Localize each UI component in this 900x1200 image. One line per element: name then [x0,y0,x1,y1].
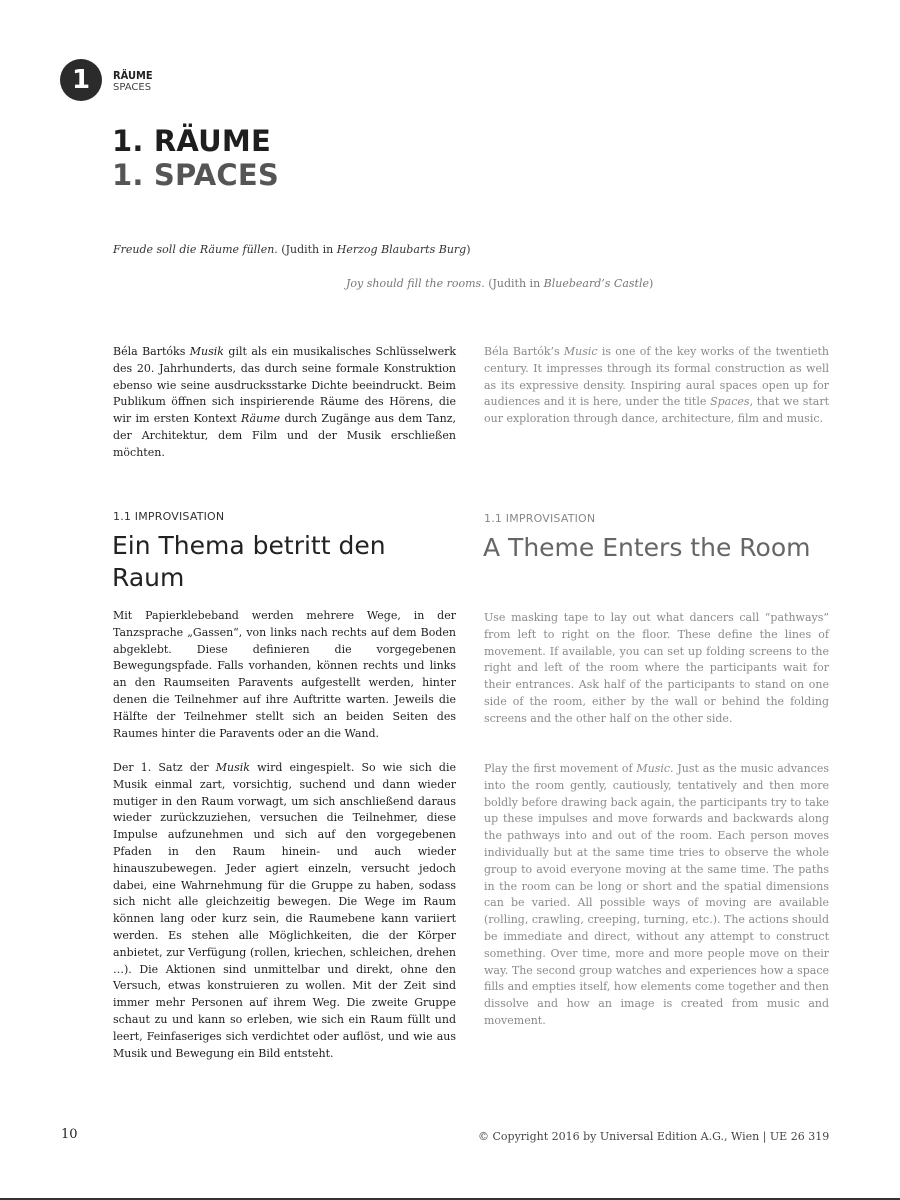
epigraph-quote-de: Freude soll die Räume füllen. [113,243,278,256]
body-paragraph-2-de [113,760,456,1062]
page-title-en: 1. SPACES [112,158,279,192]
intro-en-part: Béla Bartók’s [484,345,564,358]
intro-de-part: durch Zugänge aus dem Tanz, der Architektur, dem Film und der Musik erschließen möchten. [113,412,456,459]
epigraph-prefix-de: (Judith in [277,243,337,256]
body-paragraph-2-en [484,761,829,1030]
epigraph-en [346,277,653,291]
section-label-en: SPACES [113,82,152,93]
intro-en-part: , that we start our exploration through dance, architecture, film and music. [484,395,830,426]
section-label-de: RÄUME [113,69,153,82]
intro-en-context-title: Spaces [710,395,750,409]
page-number: 10 [61,1127,78,1142]
intro-de-part: Béla Bartóks [113,345,190,358]
epigraph-de [113,243,471,257]
body-2-en-part: . Just as the music advances into the room gently, cautiously, tentatively and then more boldly before drawing back again, the participants try to take up these impulses and move forwards and backwards along the pathways into and out of the room. Each person moves individually but at the same time tries to observe the whole group to avoid everyone moving at the same time. The paths in the room can be long or short and the spatial dimensions can be varied. All possible ways of moving are available (rolling, crawling, creeping, turning, etc.). The actions should be immediate and direct, without any attempt to construct something. Over time, more and more people move on their way. The second group watches and experiences how a space fills and empties itself, how elements come together and then dissolve and how an image is created from music and movement. [484,762,829,1027]
body-2-en-work-title: Music [636,762,671,775]
chapter-number-badge: 1 [60,59,102,101]
body-2-de-part: Der 1. Satz der [113,761,216,774]
subsection-heading-de: Ein Thema betritt den Raum [112,531,386,592]
body-2-de-part: wird eingespielt. So wie sich die Musik einmal zart, vorsichtig, suchend und dann wieder mutiger in den Raum vorwagt, um sich anschließend daraus wieder zurückzuziehen, versuchen die Teilnehmer, diese Impulse aufzunehmen und sich auf den vorgegebenen Pfaden in den Raum hinein- und auch wieder hinauszubewegen. Jeder agiert einzeln, versucht jedoch dabei, eine Wahrnehmung für die Gruppe zu haben, sodass sich nicht alle gleichzeitig bewegen. Die Wege im Raum können lang oder kurz sein, die Raumebene kann variiert werden. Es stehen alle Möglichkeiten, die der Körper anbietet, zur Verfügung (rollen, kriechen, schleichen, drehen …). Die Aktionen sind unmittelbar und direkt, ohne den Versuch, etwas konstruieren zu wollen. Mit der Zeit sind immer mehr Personen auf ihrem Weg. Die zweite Gruppe schaut zu und kann so erleben, wie sich ein Raum füllt und leert, Feinfaseriges sich verdichtet oder auflöst, und wie aus Musik und Bewegung ein Bild entsteht. [113,761,456,1060]
epigraph-work-de: Herzog Blaubarts Burg [336,243,467,256]
intro-paragraph-en [484,344,829,428]
epigraph-suffix-en: ) [648,277,654,290]
epigraph-prefix-en: (Judith in [484,277,544,290]
epigraph-suffix-de: ) [466,243,471,256]
copyright-notice: © Copyright 2016 by Universal Edition A.G., Wien | UE 26 319 [478,1130,830,1143]
intro-en-work-title: Music [563,345,598,358]
subsection-label-de: 1.1 IMPROVISATION [113,510,225,523]
subsection-label-en: 1.1 IMPROVISATION [484,512,596,525]
intro-de-work-title: Musik [189,345,224,358]
epigraph-work-en: Bluebeard’s Castle [543,277,649,290]
intro-en-part: is one of the key works of the twentieth century. It impresses through its formal construction as well as its expressive density. Inspiring aural spaces open up for audiences and it is here, under the title [484,345,829,409]
page-title-de: 1. RÄUME [112,124,271,158]
intro-de-part: gilt als ein musikalisches Schlüsselwerk des 20. Jahrhunderts, das durch seine formale Konstruktion ebenso wie seine ausdrucksstarke Dichte beeindruckt. Beim Publikum öffnen sich inspirierende Räume des Hörens, die wir im ersten Kontext [113,345,456,426]
subsection-heading-en: A Theme Enters the Room [483,533,811,562]
body-paragraph-1-en: Use masking tape to lay out what dancers call “pathways” from left to right on the floor. These define the lines of movement. If available, you can set up folding screens to the right and left of the room where the participants wait for their entrances. Ask half of the participants to stand on one side of the room, either by the wall or behind the folding screens and the other half on the other side. [484,611,829,725]
intro-paragraph-de [113,344,456,462]
epigraph-quote-en: Joy should fill the rooms. [346,277,485,290]
body-2-en-part: Play the first movement of [484,762,637,775]
intro-de-context-title: Räume [241,412,281,426]
body-2-de-work-title: Musik [215,761,250,774]
body-paragraph-1-de: Mit Papierklebeband werden mehrere Wege, in der Tanzsprache „Gassen“, von links nach rechts auf dem Boden abgeklebt. Diese definieren die vorgegebenen Bewegungspfade. Falls vorhanden, können rechts und links an den Raumseiten Paravents aufgestellt werden, hinter denen die Teilnehmer auf ihre Auftritte warten. Jeweils die Hälfte der Teilnehmer stellt sich an beiden Seiten des Raumes hinter die Paravents oder an die Wand. [113,609,456,740]
